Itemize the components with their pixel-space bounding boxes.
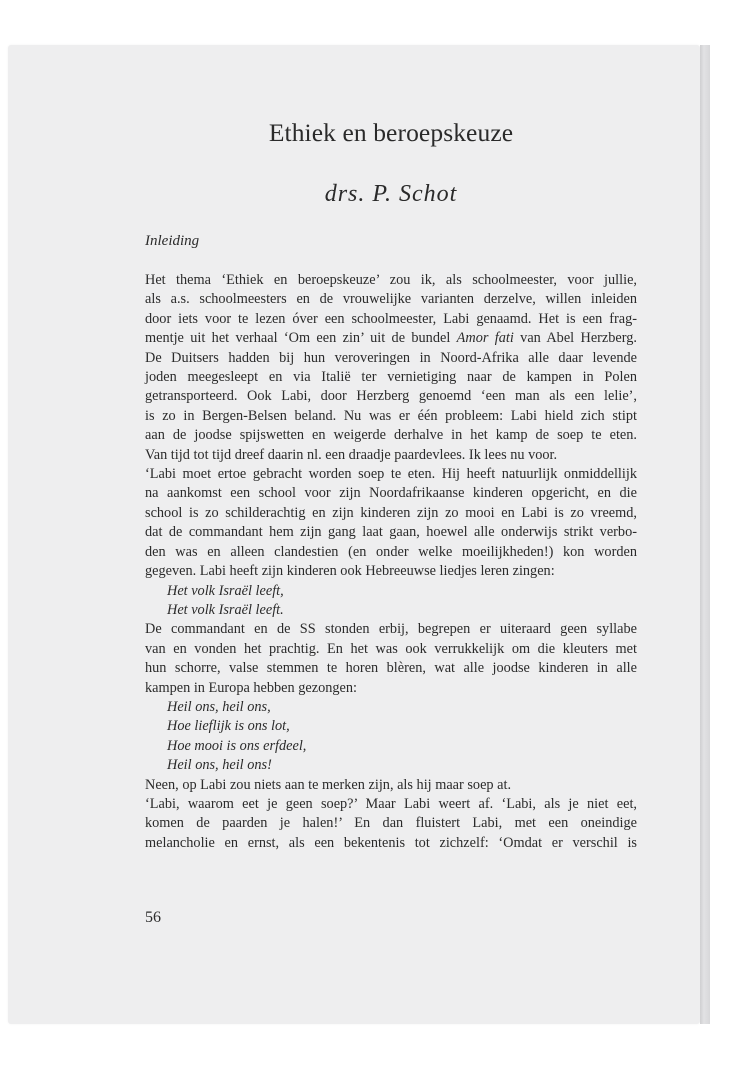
text-line: Van tijd tot tijd dreef daarin nl. een draadje paardevlees. Ik lees nu voor. (145, 446, 558, 463)
section-heading: Inleiding (145, 233, 200, 249)
text-line: Neen, op Labi zou niets aan te merken zijn, als hij maar soep at. (145, 776, 512, 793)
verse-line: Hoe lieflijk is ons lot, (167, 718, 290, 735)
verse-line: Hoe mooi is ons erfdeel, (167, 737, 307, 754)
page-number: 56 (145, 909, 161, 926)
text-line: ‘Labi, waarom eet je geen soep?’ Maar Labi weert af. ‘Labi, als je niet eet, (145, 795, 637, 812)
text-line: Het thema ‘Ethiek en beroepskeuze’ zou ik, als schoolmeester, voor jullie, (145, 272, 637, 288)
article-author: drs. P. Schot (324, 181, 458, 207)
text-line: is zo in Bergen-Belsen beland. Nu was er één probleem: Labi hield zich stipt (145, 407, 637, 424)
text-line: na aankomst een school voor zijn Noordafrikaanse kinderen opgericht, en die (145, 485, 637, 502)
text-line: De Duitsers hadden bij hun veroveringen in Noord-Afrika alle daar levende (145, 349, 637, 366)
text-line: ‘Labi moet ertoe gebracht worden soep te eten. Hij heeft natuurlijk onmiddellijk (145, 466, 637, 483)
text-line: van en vonden het prachtig. En het was ook verrukkelijk om die kleuters met (145, 640, 637, 657)
line-suffix: van Abel Herzberg. (513, 330, 637, 347)
line-prefix: mentje uit het verhaal ‘Om een zin’ uit de bundel (145, 330, 457, 347)
text-line: hun schorre, valse stemmen te horen blèren, wat alle joodse kinderen in alle (145, 660, 637, 677)
text-line: melancholie en ernst, als een bekentenis tot zichzelf: ‘Omdat er verschil is (145, 834, 637, 851)
book-title: Amor fati (456, 330, 514, 347)
text-line: aan de joodse spijswetten en weigerde derhalve in het kamp de soep te eten. (145, 427, 637, 444)
page-content (145, 118, 637, 853)
text-line: door iets voor te lezen óver een schoolmeester, Labi genaamd. Het is een frag- (145, 310, 637, 327)
text-line: als a.s. schoolmeesters en de vrouwelijke varianten derzelve, willen inleiden (145, 291, 637, 308)
text-line: kampen in Europa hebben gezongen: (145, 679, 357, 696)
article-title: Ethiek en beroepskeuze (268, 118, 514, 147)
verse-line: Heil ons, heil ons, (167, 698, 271, 715)
text-line: den was en alleen clandestien (en onder welke moeilijkheden!) kon worden (145, 543, 637, 560)
text-line: dat de commandant hem zijn gang laat gaan, hoewel alle onderwijs strikt verbo- (145, 524, 637, 541)
text-line: gegeven. Labi heeft zijn kinderen ook Hebreeuwse liedjes leren zingen: (145, 563, 555, 580)
text-line: komen de paarden je halen!’ En dan fluistert Labi, met een oneindige (145, 815, 637, 832)
text-line (145, 329, 637, 348)
verse-line: Het volk Israël leeft, (167, 582, 284, 599)
text-line: getransporteerd. Ook Labi, door Herzberg genoemd ‘een man als een lelie’, (145, 388, 637, 405)
text-line: joden meegesleept en via Italië ter vernietiging naar de kampen in Polen (145, 369, 637, 386)
article-body (145, 271, 637, 853)
text-line: De commandant en de SS stonden erbij, begrepen er uiteraard geen syllabe (145, 621, 637, 638)
verse-line: Het volk Israël leeft. (167, 601, 284, 618)
page-edge (700, 45, 710, 1024)
verse-line: Heil ons, heil ons! (167, 757, 272, 774)
text-line: school is zo schilderachtig en zijn kinderen zijn zo mooi en Labi is zo vreemd, (145, 504, 637, 521)
